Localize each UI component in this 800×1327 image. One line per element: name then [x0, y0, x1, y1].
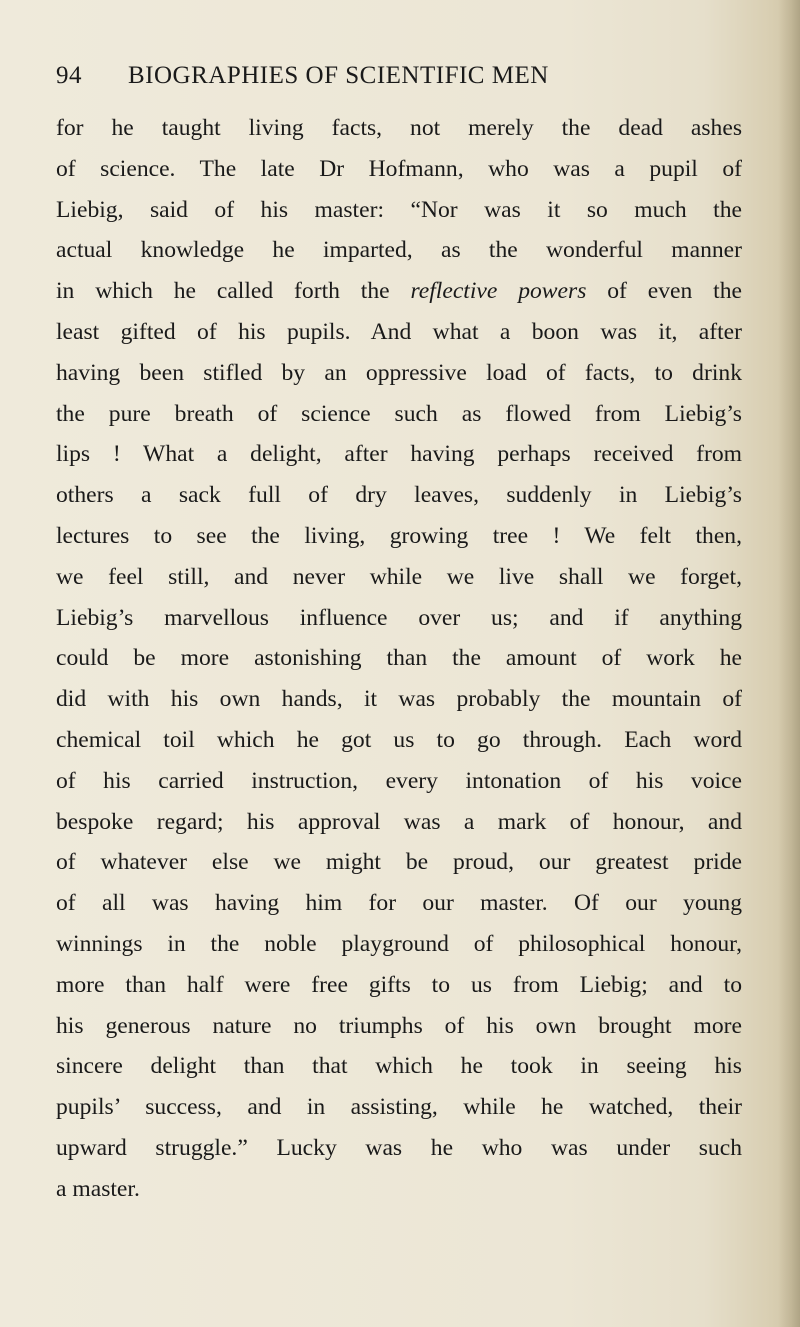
text-span: of even the	[586, 278, 742, 305]
text-line: more than half were free gifts to us from Liebig; and to	[56, 971, 742, 998]
text-line: pupils’ success, and in assisting, while he watched, their	[56, 1094, 742, 1121]
text-line: having been stifled by an oppressive load of facts, to drink	[56, 359, 742, 386]
text-line: winnings in the noble playground of philosophical honour,	[56, 930, 742, 957]
text-line: of all was having him for our master. Of our young	[56, 890, 742, 917]
text-line: actual knowledge he imparted, as the wonderful manner	[56, 237, 742, 264]
text-span: in which he called forth the	[56, 278, 411, 305]
text-line: could be more astonishing than the amount of work he	[56, 645, 742, 672]
text-line: of science. The late Dr Hofmann, who was a pupil of	[56, 155, 742, 182]
running-title: BIOGRAPHIES OF SCIENTIFIC MEN	[128, 62, 549, 89]
text-line: others a sack full of dry leaves, suddenly in Liebig’s	[56, 482, 742, 509]
text-line: lectures to see the living, growing tree ! We felt then,	[56, 522, 742, 549]
text-line: of whatever else we might be proud, our greatest pride	[56, 849, 742, 876]
text-line: the pure breath of science such as flowed from Liebig’s	[56, 400, 742, 427]
text-line: we feel still, and never while we live shall we forget,	[56, 563, 742, 590]
text-line	[56, 271, 742, 312]
text-line: Liebig, said of his master: “Nor was it so much the	[56, 196, 742, 223]
text-line: of his carried instruction, every intonation of his voice	[56, 767, 742, 794]
text-line-last: a master.	[56, 1175, 140, 1202]
text-line: upward struggle.” Lucky was he who was under such	[56, 1134, 742, 1161]
text-line: lips ! What a delight, after having perhaps received from	[56, 441, 742, 468]
text-line: chemical toil which he got us to go through. Each word	[56, 726, 742, 753]
italic-phrase: reflective powers	[410, 278, 587, 305]
text-line: sincere delight than that which he took in seeing his	[56, 1053, 742, 1080]
text-line: for he taught living facts, not merely the dead ashes	[56, 115, 742, 141]
page-header	[56, 62, 736, 98]
page-edge-shadow	[778, 0, 800, 1327]
text-line: least gifted of his pupils. And what a boon was it, after	[56, 318, 742, 345]
text-line: his generous nature no triumphs of his own brought more	[56, 1012, 742, 1039]
text-line: bespoke regard; his approval was a mark of honour, and	[56, 808, 742, 835]
body-text	[56, 108, 742, 1210]
text-line: Liebig’s marvellous influence over us; and if anything	[56, 604, 742, 631]
text-line: did with his own hands, it was probably the mountain of	[56, 686, 742, 713]
page-number: 94	[56, 62, 82, 89]
